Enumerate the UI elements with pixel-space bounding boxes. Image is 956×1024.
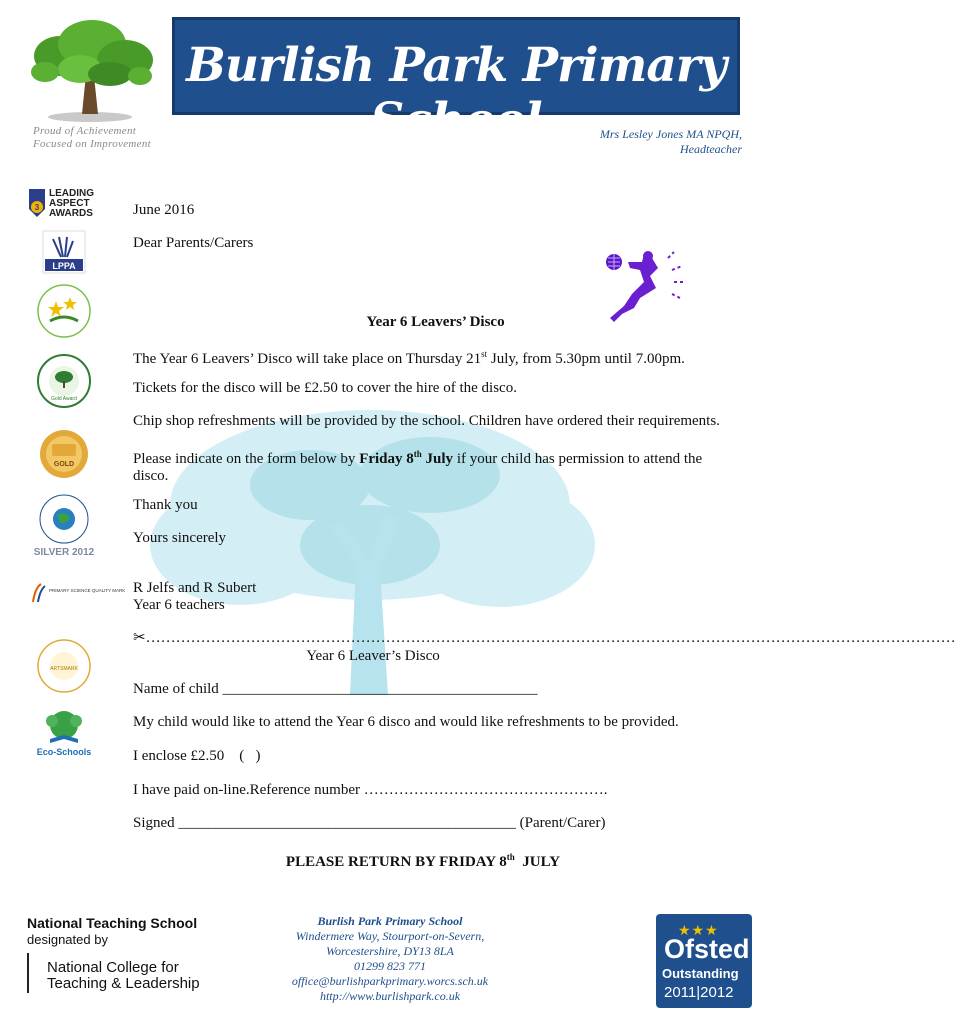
leading-text: LEADING [49, 188, 94, 199]
headteacher-name: Mrs Lesley Jones [599, 127, 684, 141]
online-reference-field[interactable]: I have paid on-line.Reference number …………………………………………. [133, 782, 608, 798]
motto-line-1: Proud of Achievement [33, 125, 137, 137]
signature-field[interactable]: Signed _____________________________________________ (Parent/Carer) [133, 815, 606, 831]
letter-paragraph-2: Tickets for the disco will be £2.50 to cover the hire of the disco. [133, 380, 517, 396]
worcestershire-schools-badge [25, 283, 103, 339]
headteacher-quals: MA NPQH, [686, 127, 742, 141]
arts-council-badge [25, 637, 103, 695]
lppa-badge [25, 231, 103, 273]
leading-aspect-awards-badge [25, 185, 103, 221]
nts-designated: designated by [27, 932, 108, 947]
letter-signature-names: R Jelfs and R Subert [133, 580, 257, 596]
address-line-1: Windermere Way, Stourport-on-Severn, [295, 929, 485, 943]
motto-line-2: Focused on Improvement [33, 138, 151, 150]
ncl-name [47, 960, 200, 992]
green-tree-award-text: Gold Award [51, 396, 77, 402]
ncl-line-2: Teaching & Leadership [47, 975, 200, 992]
national-teaching-school-block [27, 915, 200, 993]
address-website-link[interactable]: http://www.burlishpark.co.uk [319, 989, 461, 1003]
letter-closing: Yours sincerely [133, 530, 227, 546]
slip-attend-text: My child would like to attend the Year 6 disco and would like refreshments to be provided. [133, 714, 679, 730]
headteacher-block [600, 127, 742, 157]
address-email-link[interactable]: office@burlishparkprimary.worcs.sch.uk [291, 974, 489, 988]
child-name-field[interactable]: Name of child __________________________________________ [133, 681, 538, 697]
school-name: Burlish Park Primary School [186, 38, 726, 148]
enclose-payment-checkbox[interactable]: I enclose £2.50 ( ) [133, 748, 261, 764]
school-motto [33, 125, 151, 151]
letter-date: June 2016 [133, 202, 195, 218]
letter-paragraph-4: Please indicate on the form below by Friday 8th July if your child has permission to attend the disco. [133, 449, 703, 484]
geography-quality-mark-badge [25, 493, 103, 571]
ofsted-name: Ofsted [664, 934, 750, 964]
return-deadline: PLEASE RETURN BY FRIDAY 8th JULY [285, 852, 561, 870]
letter-paragraph-1: The Year 6 Leavers’ Disco will take place on Thursday 21st July, from 5.30pm until 7.00pm. [133, 349, 685, 367]
nts-title: National Teaching School [27, 915, 198, 931]
eco-schools-text: Eco-Schools [36, 747, 92, 757]
awards-text: AWARDS [49, 208, 93, 219]
letter-heading: Year 6 Leavers’ Disco [366, 314, 505, 330]
eco-schools-badge [25, 705, 103, 759]
school-tree-logo [20, 14, 160, 126]
ncl-line-1: National College for [47, 959, 179, 976]
school-address [250, 914, 530, 1004]
ofsted-outstanding-badge [656, 914, 752, 1008]
lppa-text: LPPA [52, 261, 76, 271]
svg-text:ARTSMARK: ARTSMARK [50, 666, 78, 672]
headteacher-title: Headteacher [680, 142, 742, 156]
svg-text:3: 3 [34, 203, 40, 212]
letter-paragraph-3: Chip shop refreshments will be provided by the school. Children have ordered their requirements. [133, 413, 720, 429]
address-line-2: Worcestershire, DY13 8LA [326, 944, 454, 958]
ofsted-rating: Outstanding [662, 966, 739, 981]
address-phone: 01299 823 771 [354, 959, 426, 973]
ofsted-years: 2011|2012 [664, 984, 734, 1001]
school-games-gold-badge [25, 428, 103, 480]
letter-thanks: Thank you [133, 497, 198, 513]
geography-silver-text: SILVER 2012 [33, 547, 95, 558]
letter-signature-role: Year 6 teachers [133, 597, 225, 613]
cut-line: ✂……………………………………………………………………………………………………………………………………………… [133, 630, 956, 646]
school-games-text: GOLD [53, 461, 75, 468]
address-school-name: Burlish Park Primary School [317, 914, 463, 928]
green-tree-school-badge [25, 353, 103, 409]
aspect-text: ASPECT [49, 198, 90, 209]
letter-salutation: Dear Parents/Carers [133, 235, 254, 251]
crown-crest-icon [27, 953, 37, 993]
science-mark-text: PRIMARY SCIENCE QUALITY MARK [49, 588, 126, 593]
stars-icon: ★★★ [678, 922, 719, 938]
science-quality-mark-badge [25, 580, 126, 606]
slip-title: Year 6 Leaver’s Disco [306, 648, 440, 664]
